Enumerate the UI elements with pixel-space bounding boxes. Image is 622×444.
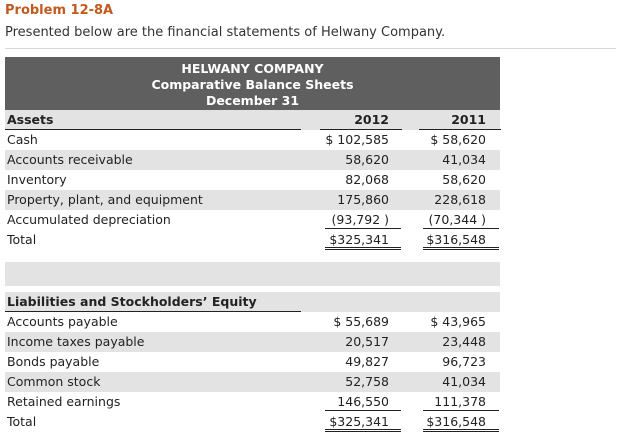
value-2011: 58,620 [442,172,486,187]
value-2012: 52,758 [345,374,389,389]
value-2012: 49,827 [345,354,389,369]
liabilities-total-row [5,412,500,432]
value-2011: 41,034 [442,374,486,389]
value-2012: 146,550 [337,394,389,409]
assets-total-row [5,230,500,250]
total-2011: $316,548 [426,414,486,429]
assets-heading: Assets [7,112,54,127]
balance-sheet-table [5,57,500,432]
row-label: Accumulated depreciation [7,212,171,227]
value-2012: 58,620 [345,152,389,167]
total-label: Total [7,414,37,429]
liabilities-header-row [5,292,500,312]
row-label: Cash [7,132,38,147]
table-row [5,210,500,230]
col-2012-heading: 2012 [354,112,389,127]
row-label: Accounts payable [7,314,118,329]
problem-title: Problem 12-8A [5,3,114,18]
table-row [5,332,500,352]
liabilities-heading: Liabilities and Stockholders’ Equity [7,294,257,309]
row-label: Retained earnings [7,394,121,409]
value-2011: 96,723 [442,354,486,369]
row-label: Property, plant, and equipment [7,192,203,207]
value-2012: $ 102,585 [325,132,389,147]
value-2012: (93,792 ) [331,212,389,227]
table-row [5,130,500,150]
row-label: Income taxes payable [7,334,145,349]
value-2012: $ 55,689 [333,314,389,329]
row-label: Accounts receivable [7,152,133,167]
total-label: Total [7,232,37,247]
value-2011: (70,344 ) [428,212,486,227]
value-2011: 228,618 [434,192,486,207]
total-2012: $325,341 [329,414,389,429]
value-2012: 20,517 [345,334,389,349]
statement-date: December 31 [205,93,300,108]
table-row [5,150,500,170]
table-row [5,190,500,210]
value-2012: 175,860 [337,192,389,207]
row-label: Common stock [7,374,101,389]
company-name: HELWANY COMPANY [181,61,324,76]
divider [5,48,616,49]
col-2011-heading: 2011 [451,112,486,127]
statement-header [5,57,500,110]
value-2011: 41,034 [442,152,486,167]
total-2011: $316,548 [426,232,486,247]
value-2011: 23,448 [442,334,486,349]
table-row [5,352,500,372]
table-row [5,372,500,392]
value-2011: 111,378 [434,394,486,409]
value-2011: $ 58,620 [430,132,486,147]
value-2012: 82,068 [345,172,389,187]
table-row [5,170,500,190]
row-label: Inventory [7,172,67,187]
table-row [5,312,500,332]
row-label: Bonds payable [7,354,100,369]
total-2012: $325,341 [329,232,389,247]
value-2011: $ 43,965 [430,314,486,329]
table-row [5,392,500,412]
assets-header-row [5,110,500,130]
statement-name: Comparative Balance Sheets [151,77,354,92]
intro-text: Presented below are the financial statements of Helwany Company. [5,25,446,40]
section-spacer [5,262,500,286]
